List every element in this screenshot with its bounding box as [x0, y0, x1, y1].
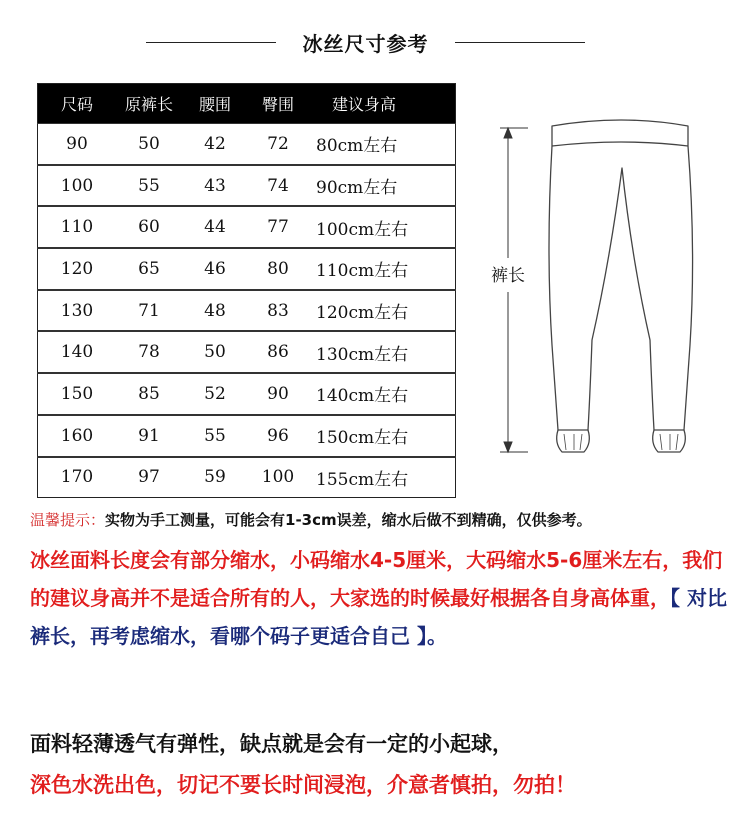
cell-length: 85 [116, 373, 182, 415]
cell-length: 97 [116, 457, 182, 498]
cell-height: 90cm左右 [308, 165, 456, 207]
cell-length: 50 [116, 124, 182, 165]
warm-tip-text: 实物为手工测量，可能会有1-3cm误差，缩水后做不到精确，仅供参考。 [105, 511, 592, 529]
warm-tip-label: 温馨提示： [30, 511, 106, 529]
size-table [37, 83, 456, 498]
cell-hip: 72 [248, 124, 308, 165]
cell-hip: 83 [248, 290, 308, 332]
cell-length: 71 [116, 290, 182, 332]
shrinkage-notice [30, 541, 730, 655]
wash-warning: 深色水洗出色，切记不要长时间浸泡，介意者慎拍，勿拍！ [30, 773, 576, 797]
title-section [0, 24, 750, 60]
title-divider-right [455, 42, 585, 43]
header-waist: 腰围 [182, 84, 248, 124]
length-label: 裤长 [491, 266, 525, 286]
shrinkage-emphasis: 【 对比裤长，再考虑缩水，看哪个码子更适合自己 】。 [30, 586, 727, 648]
pants-outline [549, 120, 693, 452]
table-row [38, 206, 456, 248]
cell-size: 160 [38, 415, 117, 457]
table-header-row [38, 84, 456, 124]
cell-waist: 46 [182, 248, 248, 290]
cell-waist: 42 [182, 124, 248, 165]
cell-height: 80cm左右 [308, 124, 456, 165]
cell-length: 91 [116, 415, 182, 457]
cell-height: 110cm左右 [308, 248, 456, 290]
table-row [38, 124, 456, 165]
cell-size: 90 [38, 124, 117, 165]
cell-height: 130cm左右 [308, 331, 456, 373]
cell-length: 78 [116, 331, 182, 373]
size-table-body [38, 124, 456, 498]
shrinkage-notice-text: 冰丝面料长度会有部分缩水，小码缩水4-5厘米，大码缩水5-6厘米左右，我们的建议身高并不是适合所有的人，大家选的时候最好根据各自身高体重， [30, 548, 723, 610]
cell-hip: 74 [248, 165, 308, 207]
cell-height: 120cm左右 [308, 290, 456, 332]
cell-size: 120 [38, 248, 117, 290]
header-hip: 臀围 [248, 84, 308, 124]
table-row [38, 165, 456, 207]
cell-size: 170 [38, 457, 117, 498]
cell-size: 110 [38, 206, 117, 248]
cell-hip: 77 [248, 206, 308, 248]
fabric-note: 面料轻薄透气有弹性，缺点就是会有一定的小起球， [30, 732, 513, 756]
pants-diagram [480, 110, 720, 470]
cell-size: 150 [38, 373, 117, 415]
cell-height: 140cm左右 [308, 373, 456, 415]
cell-hip: 86 [248, 331, 308, 373]
page-title: 冰丝尺寸参考 [302, 32, 429, 56]
cell-height: 155cm左右 [308, 457, 456, 498]
cell-hip: 90 [248, 373, 308, 415]
table-row [38, 248, 456, 290]
cell-height: 100cm左右 [308, 206, 456, 248]
cell-hip: 96 [248, 415, 308, 457]
cell-waist: 43 [182, 165, 248, 207]
cell-size: 130 [38, 290, 117, 332]
cell-length: 55 [116, 165, 182, 207]
cell-waist: 50 [182, 331, 248, 373]
table-row [38, 415, 456, 457]
cell-waist: 48 [182, 290, 248, 332]
cell-hip: 80 [248, 248, 308, 290]
table-row [38, 373, 456, 415]
cell-waist: 55 [182, 415, 248, 457]
header-size: 尺码 [38, 84, 117, 124]
header-length: 原裤长 [116, 84, 182, 124]
cell-waist: 52 [182, 373, 248, 415]
cell-height: 150cm左右 [308, 415, 456, 457]
cell-length: 60 [116, 206, 182, 248]
cell-waist: 59 [182, 457, 248, 498]
cell-hip: 100 [248, 457, 308, 498]
table-row [38, 331, 456, 373]
cell-waist: 44 [182, 206, 248, 248]
header-height: 建议身高 [308, 84, 456, 124]
title-divider-left [146, 42, 276, 43]
cell-length: 65 [116, 248, 182, 290]
table-row [38, 457, 456, 498]
cell-size: 140 [38, 331, 117, 373]
table-row [38, 290, 456, 332]
warm-tip [30, 509, 730, 530]
cell-size: 100 [38, 165, 117, 207]
